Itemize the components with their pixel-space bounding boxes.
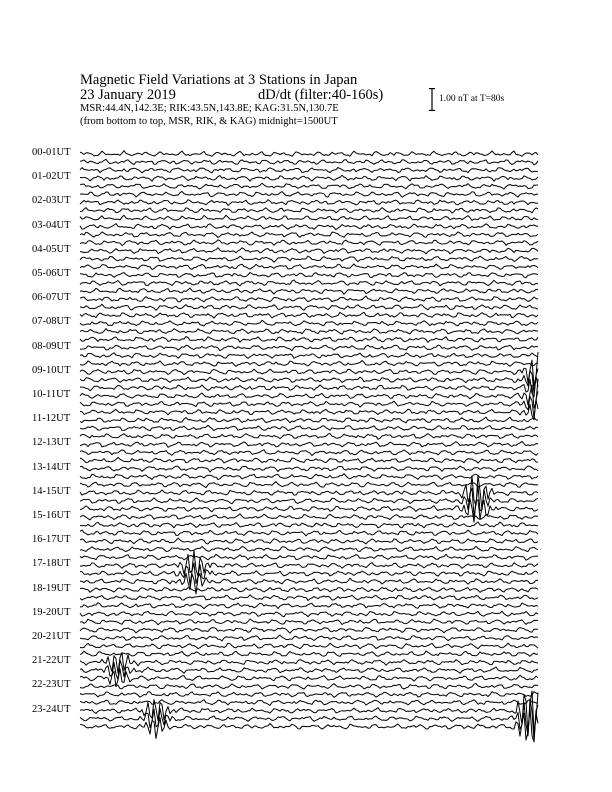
trace-msr-07-08UT xyxy=(80,337,538,343)
row-label: 08-09UT xyxy=(32,340,71,352)
row-label: 12-13UT xyxy=(32,437,71,449)
trace-rik-08-09UT xyxy=(80,353,538,359)
trace-msr-13-14UT xyxy=(80,482,538,488)
row-label: 13-14UT xyxy=(32,461,71,473)
row-label: 09-10UT xyxy=(32,364,71,376)
trace-rik-20-21UT xyxy=(80,643,538,649)
trace-msr-23-24UT xyxy=(80,708,538,742)
row-label: 06-07UT xyxy=(32,292,71,304)
row-label: 14-15UT xyxy=(32,485,71,497)
trace-rik-22-23UT xyxy=(80,692,538,698)
chart-quantity: dD/dt (filter:40-160s) xyxy=(258,87,384,103)
trace-kag-02-03UT xyxy=(80,200,538,206)
trace-rik-13-14UT xyxy=(80,474,538,480)
trace-msr-00-01UT xyxy=(80,168,538,173)
trace-rik-10-11UT xyxy=(80,391,538,418)
trace-kag-08-09UT xyxy=(80,345,538,351)
trace-kag-01-02UT xyxy=(80,175,538,181)
trace-kag-18-19UT xyxy=(80,588,538,593)
trace-msr-18-19UT xyxy=(80,603,538,609)
station-coordinates: MSR:44.4N,142.3E; RIK:43.5N,143.8E; KAG:31.5N,130.7E xyxy=(80,103,339,114)
trace-msr-15-16UT xyxy=(80,530,538,536)
trace-rik-19-20UT xyxy=(80,619,538,625)
row-label: 17-18UT xyxy=(32,558,71,570)
trace-rik-06-07UT xyxy=(80,304,538,310)
trace-msr-16-17UT xyxy=(80,554,538,560)
trace-kag-07-08UT xyxy=(80,320,538,326)
trace-msr-19-20UT xyxy=(80,628,538,634)
row-label: 01-02UT xyxy=(32,171,71,183)
row-label: 18-19UT xyxy=(32,582,71,594)
trace-rik-11-12UT xyxy=(80,425,538,430)
trace-kag-22-23UT xyxy=(80,684,538,690)
trace-rik-16-17UT xyxy=(80,546,538,551)
trace-rik-04-05UT xyxy=(80,256,538,262)
chart-title: Magnetic Field Variations at 3 Stations in Japan xyxy=(80,72,358,88)
trace-kag-05-06UT xyxy=(80,273,538,278)
row-label: 00-01UT xyxy=(32,147,71,158)
trace-msr-03-04UT xyxy=(80,240,538,246)
trace-kag-06-07UT xyxy=(80,296,538,302)
row-label: 21-22UT xyxy=(32,655,71,667)
trace-msr-04-05UT xyxy=(80,264,538,270)
row-label: 10-11UT xyxy=(32,389,71,400)
trace-msr-11-12UT xyxy=(80,434,538,440)
trace-kag-04-05UT xyxy=(80,248,538,254)
trace-order-note: (from bottom to top, MSR, RIK, & KAG) midnight=1500UT xyxy=(80,116,338,127)
trace-rik-07-08UT xyxy=(80,329,538,335)
trace-msr-14-15UT xyxy=(80,499,538,523)
row-label: 20-21UT xyxy=(32,631,71,642)
trace-kag-00-01UT xyxy=(80,151,538,157)
trace-rik-18-19UT xyxy=(80,595,538,601)
trace-msr-12-13UT xyxy=(80,457,538,463)
trace-msr-02-03UT xyxy=(80,215,538,220)
trace-rik-05-06UT xyxy=(80,280,538,286)
row-label: 22-23UT xyxy=(32,679,71,691)
trace-rik-00-01UT xyxy=(80,159,538,165)
trace-kag-12-13UT xyxy=(80,441,538,447)
row-label: 19-20UT xyxy=(32,606,71,618)
trace-rik-15-16UT xyxy=(80,522,538,528)
trace-msr-06-07UT xyxy=(80,312,538,318)
trace-kag-16-17UT xyxy=(80,538,538,544)
trace-kag-19-20UT xyxy=(80,611,538,617)
trace-rik-01-02UT xyxy=(80,183,538,189)
row-label: 03-04UT xyxy=(32,219,71,231)
trace-msr-20-21UT xyxy=(80,651,538,656)
trace-rik-12-13UT xyxy=(80,450,538,456)
chart-date: 23 January 2019 xyxy=(80,87,176,103)
trace-rik-03-04UT xyxy=(80,232,538,238)
row-label: 07-08UT xyxy=(32,316,71,328)
trace-kag-11-12UT xyxy=(80,417,538,423)
trace-kag-20-21UT xyxy=(80,635,538,641)
row-label: 02-03UT xyxy=(32,195,71,207)
trace-kag-15-16UT xyxy=(80,514,538,520)
trace-kag-13-14UT xyxy=(80,466,538,472)
row-label: 15-16UT xyxy=(32,510,71,521)
row-label: 23-24UT xyxy=(32,703,71,715)
row-label: 05-06UT xyxy=(32,268,71,279)
trace-kag-10-11UT xyxy=(80,379,538,409)
row-label: 11-12UT xyxy=(32,413,71,425)
row-label: 16-17UT xyxy=(32,534,71,546)
trace-msr-01-02UT xyxy=(80,191,538,197)
scale-label: 1.00 nT at T=80s xyxy=(439,94,505,104)
trace-rik-02-03UT xyxy=(80,208,538,214)
trace-msr-08-09UT xyxy=(80,361,538,367)
trace-kag-03-04UT xyxy=(80,224,538,230)
row-label: 04-05UT xyxy=(32,243,71,255)
trace-msr-05-06UT xyxy=(80,288,538,294)
